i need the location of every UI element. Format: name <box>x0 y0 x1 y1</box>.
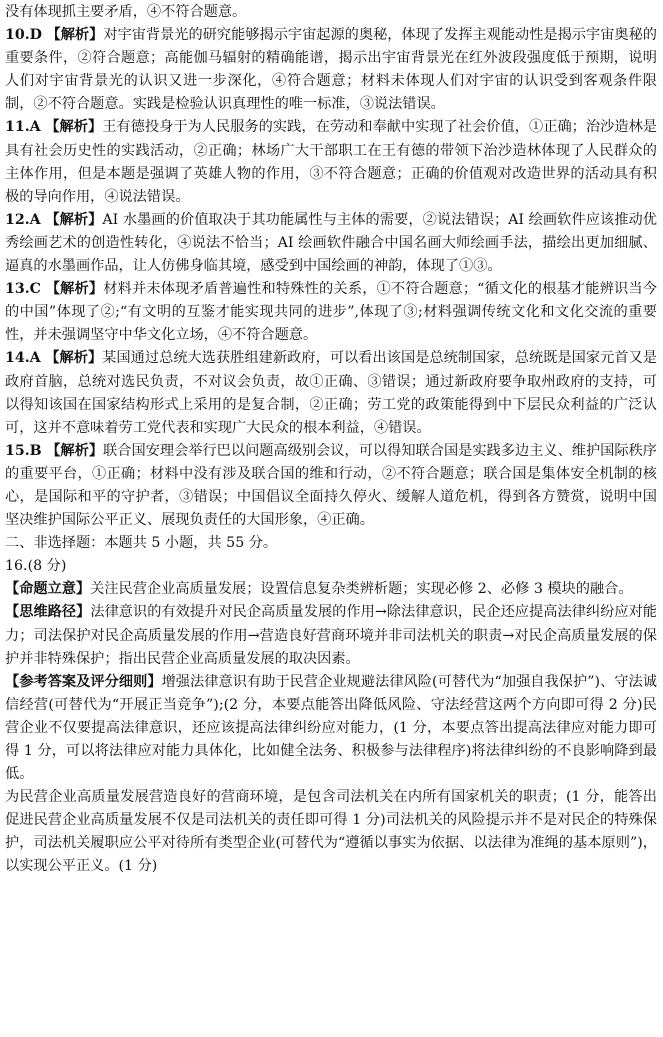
analysis-tag: 【解析】 <box>46 27 104 44</box>
question-16-intent <box>5 578 657 601</box>
section-heading: 二、非选择题：本题共 5 小题，共 55 分。 <box>5 535 278 552</box>
question-16-thinking-path <box>5 601 657 670</box>
answer-number: 11.A <box>5 119 41 136</box>
answer-13 <box>5 278 657 347</box>
continued-fragment: 没有体现抓主要矛盾，④不符合题意。 <box>5 4 247 20</box>
answer-number: 12.A <box>5 211 41 228</box>
intent-text: 关注民营企业高质量发展；设置信息复杂类辨析题；实现必修 2、必修 3 模块的融合。 <box>90 581 633 598</box>
answer-14 <box>5 347 657 439</box>
analysis-text: 联合国安理会举行巴以问题高级别会议，可以得知联合国是实践多边主义、维护国际秩序的重要平台，①正确；材料中没有涉及联合国的维和行动，②不符合题意；联合国是集体安全机制的核心，是国际和平的守护者，③错误；中国倡议全面持久停火、缓解人道危机，得到各方赞赏，说明中国坚决维护国际公平正义、展现负责任的大国形象，④正确。 <box>5 442 657 529</box>
answer-text: 增强法律意识有助于民营企业规避法律风险(可替代为“加强自我保护”)、守法诚信经营(可替代为“开展正当竞争”);(2 分，本要点能答出降低风险、守法经营这两个方向即可得 2 分)民营企业不仅要提高法律意识，还应该提高法律纠纷应对能力，(1 分，本要点答出提高法律应对能力即可得 1 分，可以将法律应对能力具体化，比如健全法务、积极参与法律程序)将法律纠纷的不良影响降到最低。 <box>5 673 657 783</box>
analysis-text: 某国通过总统大选获胜组建新政府，可以看出该国是总统制国家，总统既是国家元首又是政府首脑，总统对选民负责，不对议会负责，故①正确、③错误；通过新政府要争取州政府的支持，可以得知该国在国家结构形式上采用的是复合制，②正确；劳工党的政策能得到中下层民众利益的广泛认可，这并不意味着劳工党代表和实现广大民众的根本利益，④错误。 <box>5 350 657 436</box>
analysis-tag: 【解析】 <box>45 211 103 228</box>
path-text: 法律意识的有效提升对民企高质量发展的作用→除法律意识，民企还应提高法律纠纷应对能力；司法保护对民企高质量发展的作用→营造良好营商环境并非司法机关的职责→对民企高质量发展的保护并非特殊保护；指出民营企业高质量发展的取决因素。 <box>5 604 657 667</box>
answer-label: 【参考答案及评分细则】 <box>5 673 162 690</box>
answer-number: 14.A <box>5 350 41 367</box>
answer-10 <box>5 24 657 116</box>
analysis-text: 对宇宙背景光的研究能够揭示宇宙起源的奥秘，体现了发挥主观能动性是揭示宇宙奥秘的重要条件，②符合题意；高能伽马辐射的精确能谱，揭示出宇宙背景光在红外波段强度低于预期，说明人们对宇宙背景光的认识又进一步深化，④符合题意；材料未体现人们对宇宙的认识受到客观条件限制，②不符合题意。实践是检验认识真理性的唯一标准，③说法错误。 <box>5 27 657 113</box>
question-16-title: 16.(8 分) <box>5 558 67 575</box>
analysis-tag: 【解析】 <box>45 350 103 367</box>
answer-11 <box>5 116 657 208</box>
question-16-reference-answer <box>5 671 657 786</box>
intent-label: 【命题立意】 <box>5 581 91 598</box>
answer-15 <box>5 440 657 532</box>
analysis-tag: 【解析】 <box>45 119 103 136</box>
answer-number: 10.D <box>5 27 42 44</box>
analysis-text: AI 水墨画的价值取决于其功能属性与主体的需要，②说法错误；AI 绘画软件应该推动优秀绘画艺术的创造性转化，④说法不恰当；AI 绘画软件融合中国名画大师绘画手法，描绘出更加细腻、逼真的水墨画作品，让人仿佛身临其境，感受到中国绘画的神韵，体现了①③。 <box>5 211 657 275</box>
answer-number: 13.C <box>5 281 41 298</box>
analysis-text: 材料并未体现矛盾普遍性和特殊性的关系，①不符合题意；“循文化的根基才能辨识当今的中国”体现了②;“有文明的互鉴才能实现共同的进步”,体现了③;材料强调传统文化和文化交流的重要性，并未强调坚守中华文化立场，④不符合题意。 <box>5 281 657 344</box>
answer-number: 15.B <box>5 442 42 459</box>
question-16-final-point: 为民营企业高质量发展营造良好的营商环境，是包含司法机关在内所有国家机关的职责；(1 分，能答出促进民营企业高质量发展不仅是司法机关的责任即可得 1 分)司法机关的风险提示并不是对民企的特殊保护，司法机关履职应公平对待所有类型企业(可替代为“遵循以事实为依据、以法律为准绳的基本原则”)，以实现公平正义。(1 分) <box>5 789 657 875</box>
answer-12 <box>5 209 657 278</box>
analysis-tag: 【解析】 <box>45 281 104 298</box>
path-label: 【思维路径】 <box>5 604 91 621</box>
analysis-text: 王有德投身于为人民服务的实践，在劳动和奉献中实现了社会价值，①正确；治沙造林是具有社会历史性的实践活动，②正确；林场广大干部职工在王有德的带领下治沙造林体现了人民群众的主体作用，但是本题是强调了英雄人物的作用，③不符合题意；正确的价值观对改造世界的活动具有积极的导向作用，④说法错误。 <box>5 119 657 205</box>
analysis-tag: 【解析】 <box>46 442 104 459</box>
